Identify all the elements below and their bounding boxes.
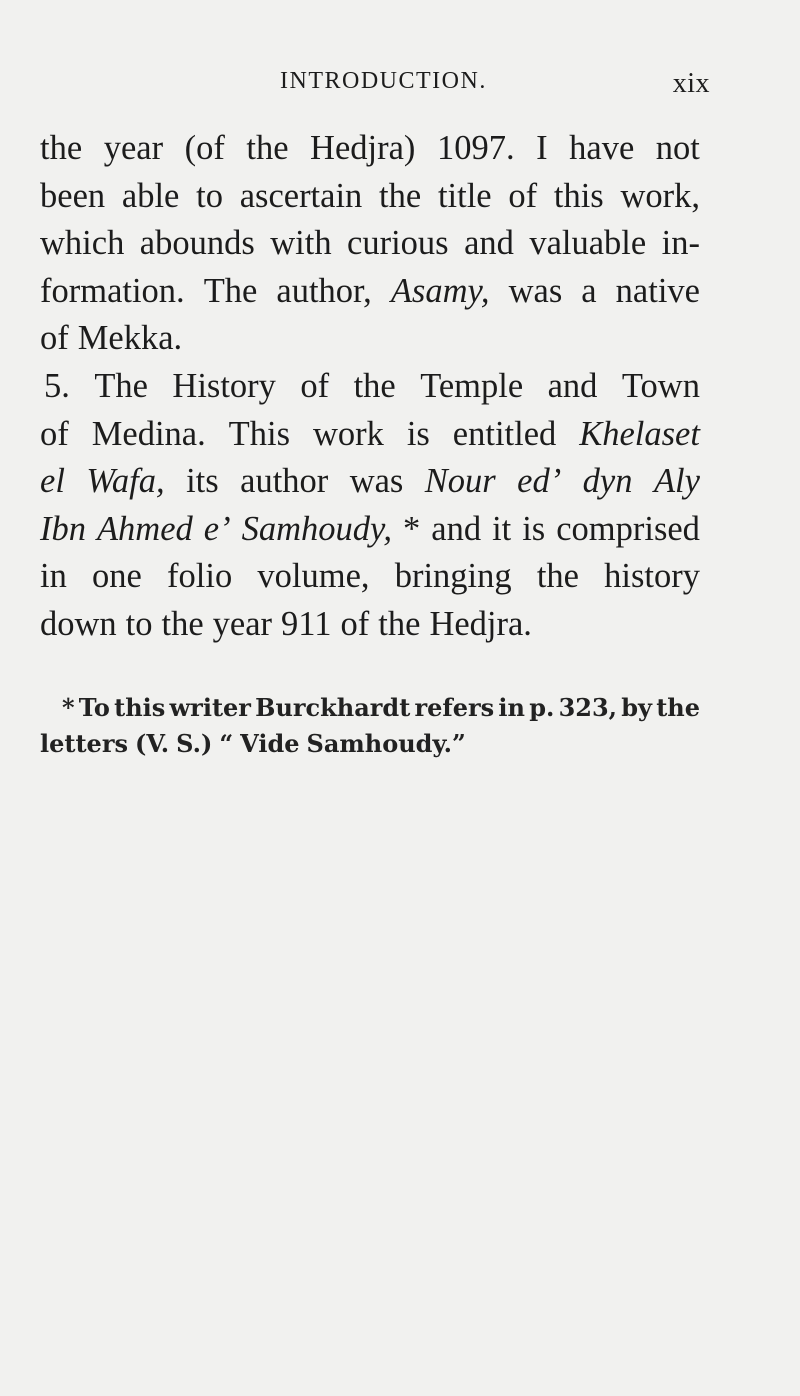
word: with	[270, 224, 332, 263]
word: the	[246, 129, 289, 167]
word: letters	[40, 729, 128, 758]
text-line	[40, 553, 700, 601]
text-line	[40, 268, 700, 316]
word: History	[172, 366, 276, 405]
word: and	[431, 509, 482, 548]
text-line	[40, 220, 700, 268]
author-name-word: Ibn	[40, 509, 86, 548]
word: refers	[414, 693, 495, 722]
word: The	[203, 271, 258, 310]
word: the	[161, 604, 204, 643]
word: I	[536, 129, 548, 167]
word: the	[536, 557, 579, 596]
word: able	[121, 176, 180, 215]
word: history	[604, 557, 700, 596]
word: the	[40, 129, 83, 167]
word: curious	[347, 224, 449, 263]
word: is	[406, 414, 430, 453]
word: 911	[281, 604, 332, 643]
word: Medina.	[91, 414, 206, 453]
footnote-marker: *	[62, 693, 75, 722]
page-number: xix	[672, 68, 710, 99]
word: “	[219, 729, 234, 758]
word: year	[212, 604, 273, 643]
word: year	[103, 129, 164, 167]
word: 1097.	[436, 129, 515, 167]
word: p.	[529, 693, 555, 722]
text-line	[40, 315, 700, 363]
text-line	[40, 601, 700, 649]
word: Hedjra)	[310, 129, 416, 167]
word: S.)	[176, 729, 213, 758]
word: Mekka.	[77, 319, 183, 358]
author-name-word: ed’	[517, 462, 562, 501]
word: of	[300, 366, 330, 405]
word: (V.	[134, 729, 170, 758]
work-title-word: Wafa,	[86, 462, 165, 501]
word: this	[553, 176, 604, 215]
word: bringing	[394, 557, 512, 596]
text-line	[40, 506, 700, 554]
word: abounds	[139, 224, 255, 263]
word: Burckhardt	[255, 693, 411, 722]
word: (of	[184, 129, 225, 167]
word: is	[522, 509, 546, 548]
word: not	[655, 129, 700, 167]
word: formation.	[40, 271, 185, 310]
word: of	[40, 414, 69, 453]
footnote-line	[40, 690, 700, 726]
word: the	[379, 176, 422, 215]
word: writer	[169, 693, 251, 722]
word: was	[508, 271, 563, 310]
word: entitled	[452, 414, 557, 453]
footnote-line	[40, 726, 700, 762]
word: Temple	[420, 366, 524, 405]
author-name-asamy: Asamy,	[390, 271, 490, 310]
word: which	[40, 224, 125, 263]
word: and	[464, 224, 514, 263]
word: comprised	[556, 509, 700, 548]
running-head	[280, 68, 710, 104]
author-name-word: Samhoudy,	[241, 509, 393, 548]
word: title	[437, 176, 492, 215]
word: by	[621, 693, 652, 722]
word: in	[40, 557, 67, 596]
word: it	[492, 509, 512, 548]
word: This	[228, 414, 291, 453]
word: folio	[167, 557, 233, 596]
text-line	[40, 458, 700, 506]
word: to	[196, 176, 223, 215]
word: to	[125, 604, 153, 643]
word: Samhoudy.”	[306, 729, 466, 758]
word: ascertain	[239, 176, 363, 215]
word: down	[40, 604, 117, 643]
list-number: 5.	[44, 366, 70, 405]
word: valuable	[529, 224, 647, 263]
word: work,	[620, 176, 700, 215]
word: native	[615, 271, 700, 310]
word: Town	[621, 366, 700, 405]
word: of	[340, 604, 370, 643]
word: the	[353, 366, 396, 405]
word: of	[40, 319, 69, 358]
word: To	[78, 693, 110, 722]
text-line	[40, 411, 700, 459]
word: the	[656, 693, 700, 722]
footnote	[40, 690, 700, 762]
running-head-title: INTRODUCTION.	[280, 68, 487, 94]
text-line	[40, 125, 700, 173]
word: and	[547, 366, 598, 405]
body-text	[40, 125, 700, 649]
word: of	[508, 176, 538, 215]
word: author,	[276, 271, 372, 310]
word: in	[498, 693, 525, 722]
word: been	[40, 176, 106, 215]
word: the	[378, 604, 421, 643]
word: its	[186, 462, 219, 501]
word: was	[349, 462, 404, 501]
word: Hedjra.	[429, 604, 532, 643]
word: in-	[661, 224, 700, 263]
word: 323,	[558, 693, 618, 722]
author-name-word: Ahmed	[96, 509, 193, 548]
author-name-word: Nour	[424, 462, 496, 501]
word: The	[94, 366, 148, 405]
word: a	[581, 271, 597, 310]
word: one	[92, 557, 142, 596]
author-name-word: e’	[203, 509, 231, 548]
text-line	[40, 363, 700, 411]
word: author	[240, 462, 329, 501]
word: volume,	[257, 557, 370, 596]
word: have	[569, 129, 635, 167]
word: Vide	[240, 729, 300, 758]
work-title-word: Khelaset	[579, 414, 700, 453]
word: this	[114, 693, 166, 722]
footnote-marker: *	[403, 509, 421, 548]
author-name-word: dyn	[582, 462, 633, 501]
work-title-word: el	[40, 462, 65, 501]
word: work	[312, 414, 384, 453]
text-line	[40, 173, 700, 221]
author-name-word: Aly	[653, 462, 700, 501]
